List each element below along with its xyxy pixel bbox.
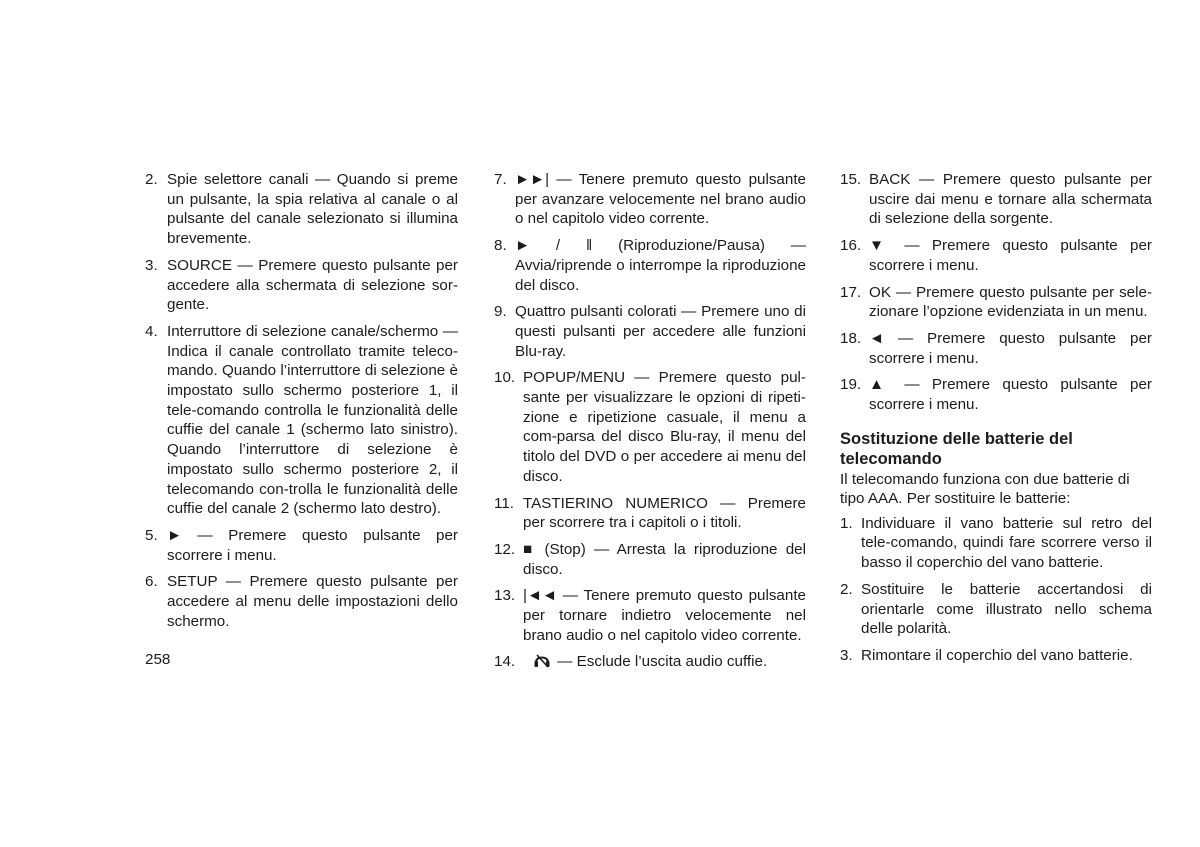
item-text: ■ (Stop) — Arresta la riproduzione del disco. xyxy=(523,540,806,578)
item-text: OK — Premere questo pulsante per sele-zionare l’opzione evidenziata in un menu. xyxy=(869,283,1152,321)
step-number: 2. xyxy=(840,580,853,598)
list-item xyxy=(494,236,806,295)
list-item xyxy=(494,586,806,645)
item-number: 9. xyxy=(494,303,507,321)
item-text-with-icon xyxy=(523,652,806,672)
list-item xyxy=(494,368,806,486)
column-right xyxy=(840,170,1152,673)
list-item xyxy=(145,322,458,519)
item-number: 7. xyxy=(494,171,507,188)
item-text: Quattro pulsanti colorati — Premere uno di questi pulsanti per accedere alle funzioni Blu-ray. xyxy=(515,303,806,360)
item-number: 4. xyxy=(145,322,158,340)
headphones-mute-icon xyxy=(533,652,551,668)
list-item xyxy=(494,170,806,229)
list-item xyxy=(145,526,458,565)
section-heading: Sostituzione delle batterie del telecomando xyxy=(840,429,1073,468)
item-text: ►►| — Tenere premuto questo pulsante per avanzare velocemente nel brano audio o nel capitolo video corrente. xyxy=(515,171,806,228)
step-item xyxy=(840,514,1152,573)
step-number: 3. xyxy=(840,646,853,664)
item-number: 6. xyxy=(145,573,158,591)
list-item xyxy=(494,494,806,533)
item-number: 11. xyxy=(494,494,514,512)
item-text: |◄◄ — Tenere premuto questo pulsante per tornare indietro velocemente nel brano audio o nel capitolo video corrente. xyxy=(523,587,806,644)
list-item xyxy=(145,256,458,315)
page-number: 258 xyxy=(145,651,171,668)
list-item xyxy=(840,236,1152,275)
item-text: POPUP/MENU — Premere questo pul-sante per visualizzare le opzioni di ripeti-zione e ripetizione casuale, il menu a com-parsa del disco Blu-ray, il menu del titolo del DVD o per accedere ai menu del disco. xyxy=(523,369,806,485)
step-text: Individuare il vano batterie sul retro del tele-comando, quindi fare scorrere verso il basso il coperchio del vano batterie. xyxy=(861,514,1152,572)
item-text: ► / ‖ (Riproduzione/Pausa) — Avvia/riprende o interrompe la riproduzione del disco. xyxy=(515,237,806,294)
item-text: ▲ — Premere questo pulsante per scorrere i menu. xyxy=(869,376,1152,414)
step-text: Rimontare il coperchio del vano batterie. xyxy=(861,646,1133,664)
list-item xyxy=(840,329,1152,368)
list-item xyxy=(145,572,458,631)
column-middle xyxy=(494,170,806,679)
column-left xyxy=(145,170,458,638)
item-number: 16. xyxy=(840,237,862,255)
item-text: BACK — Premere questo pulsante per uscire dai menu e tornare alla schermata di selezione della sorgente. xyxy=(869,171,1152,228)
item-number: 17. xyxy=(840,283,862,301)
item-text: — Esclude l’uscita audio cuffie. xyxy=(557,653,768,671)
item-text: SETUP — Premere questo pulsante per accedere al menu delle impostazioni dello schermo. xyxy=(167,573,458,630)
item-text: Interruttore di selezione canale/schermo — Indica il canale controllato tramite teleco-mando. Quando l’interruttore di selezione è impostato sullo schermo posteriore 1, il tele-comando controlla le funzionalità delle cuffie del canale 1 (schermo lato sinistro). Quando l’interruttore di selezione è impostato sullo schermo posteriore 2, il telecomando con-trolla le funzionalità delle cuffie del canale 2 (schermo lato destro). xyxy=(167,322,458,518)
item-text: Spie selettore canali — Quando si preme un pulsante, la spia relativa al canale o al pulsante del canale selezionato si illumina brevemente. xyxy=(167,171,458,248)
item-number: 13. xyxy=(494,587,516,605)
item-text: TASTIERINO NUMERICO — Premere per scorrere tra i capitoli o i titoli. xyxy=(523,494,806,532)
item-number: 14. xyxy=(494,653,516,671)
list-item xyxy=(494,302,806,361)
item-number: 10. xyxy=(494,369,516,387)
step-item xyxy=(840,580,1152,639)
step-text: Sostituire le batterie accertandosi di orientarle come illustrato nello schema delle polarità. xyxy=(861,580,1152,638)
list-item xyxy=(145,170,458,249)
step-item xyxy=(840,646,1152,666)
item-number: 18. xyxy=(840,329,862,347)
list-item xyxy=(840,283,1152,322)
item-number: 2. xyxy=(145,171,158,188)
item-number: 19. xyxy=(840,376,862,394)
item-number: 8. xyxy=(494,237,507,255)
section-intro: Il telecomando funziona con due batterie di tipo AAA. Per sostituire le batterie: xyxy=(840,470,1130,507)
item-text: ► — Premere questo pulsante per scorrere i menu. xyxy=(167,526,458,564)
item-number: 15. xyxy=(840,171,862,188)
item-number: 12. xyxy=(494,540,516,558)
list-item xyxy=(494,652,806,672)
item-number: 5. xyxy=(145,526,158,544)
item-text: SOURCE — Premere questo pulsante per accedere alla schermata di selezione sor-gente. xyxy=(167,256,458,314)
list-item xyxy=(840,375,1152,414)
list-item xyxy=(840,170,1152,229)
item-text: ◄ — Premere questo pulsante per scorrere i menu. xyxy=(869,329,1152,367)
step-number: 1. xyxy=(840,514,853,532)
list-item xyxy=(494,540,806,579)
item-text: ▼ — Premere questo pulsante per scorrere i menu. xyxy=(869,237,1152,274)
item-number: 3. xyxy=(145,256,158,274)
